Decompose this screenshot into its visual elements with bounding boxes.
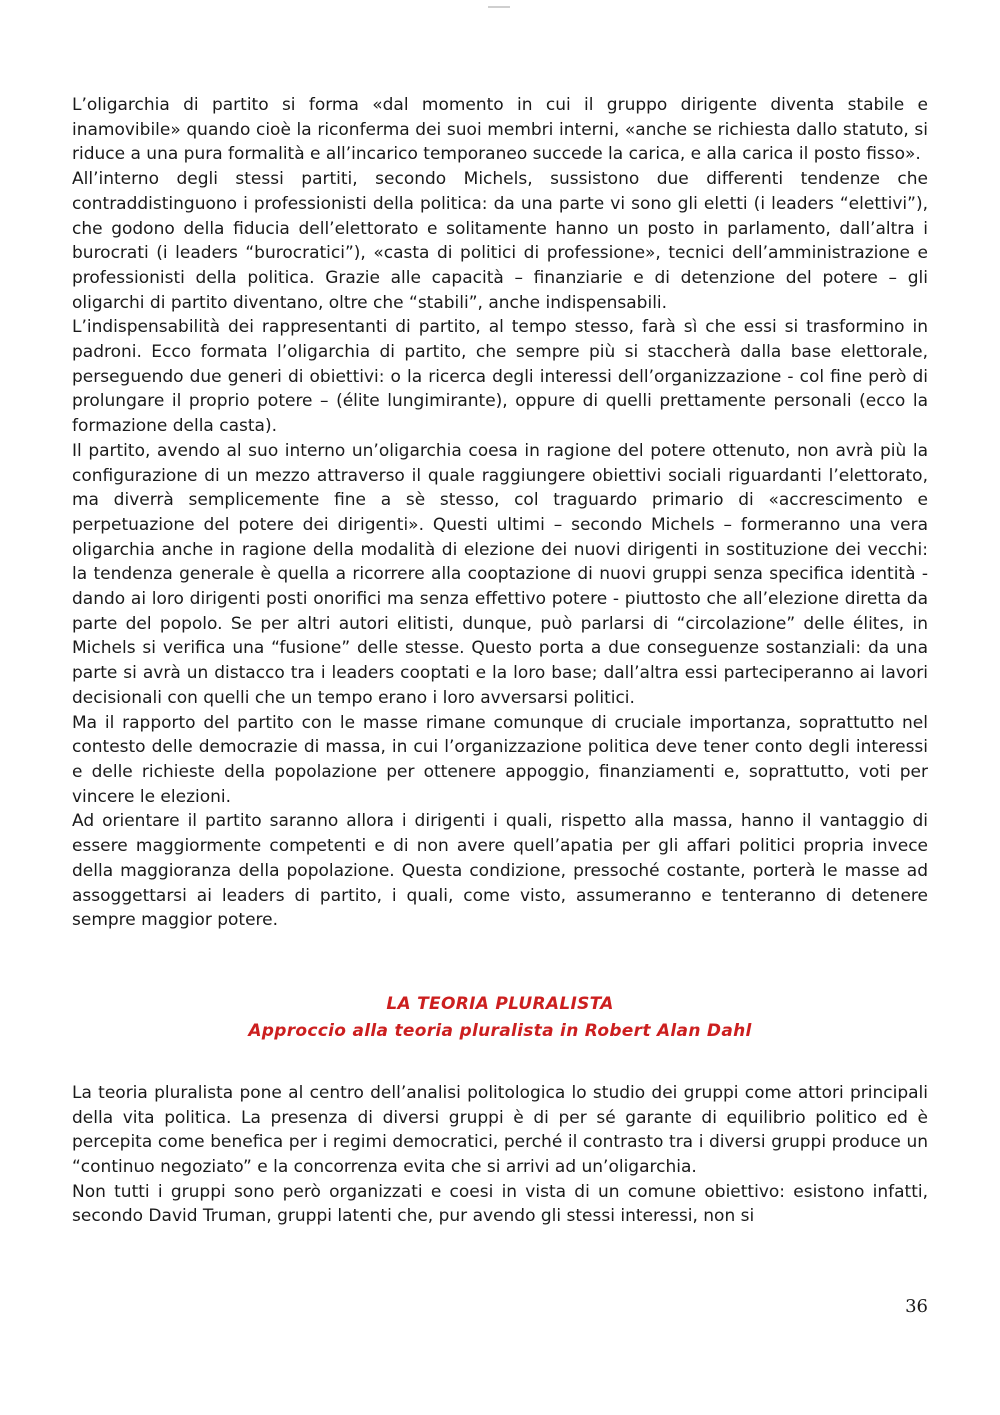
body-text-part-2 bbox=[72, 1081, 928, 1229]
paragraph: L’oligarchia di partito si forma «dal momento in cui il gruppo dirigente diventa stabile e inamovibile» quando cioè la riconferma dei suoi membri interni, «anche se richiesta dallo statuto, si riduce a una pura formalità e all’incarico temporaneo succede la carica, e alla carica il posto fisso». bbox=[72, 95, 928, 165]
paragraph: Il partito, avendo al suo interno un’oligarchia coesa in ragione del potere ottenuto, non avrà più la configurazione di un mezzo attraverso il quale raggiungere obiettivi sociali riguardanti l’elettorato, ma diverrà semplicemente fine a sè stesso, col traguardo primario di «accrescimento e perpetuazione del potere dei dirigenti». Questi ultimi – secondo Michels – formeranno una vera oligarchia anche in ragione della modalità di elezione dei nuovi dirigenti in sostituzione dei vecchi: la tendenza generale è quella a ricorrere alla cooptazione di nuovi gruppi senza specifica identità - dando ai loro dirigenti posti onorifici ma senza effettivo potere - piuttosto che all’elezione diretta da parte del popolo. Se per altri autori elitisti, dunque, può parlarsi di “circolazione” delle élites, in Michels si verifica una “fusione” delle stesse. Questo porta a due conseguenze sostanziali: da una parte si avrà un distacco tra i leaders cooptati e la loro base; dall’altra essi parteciperanno ai lavori decisionali con quelli che un tempo erano i loro avversarsi politici. bbox=[72, 440, 928, 708]
header-mark bbox=[488, 6, 510, 8]
paragraph: Non tutti i gruppi sono però organizzati e coesi in vista di un comune obiettivo: esistono infatti, secondo David Truman, gruppi latenti che, pur avendo gli stessi interessi, non si bbox=[72, 1181, 928, 1227]
section-heading bbox=[72, 991, 928, 1045]
body-text-part-1 bbox=[72, 93, 928, 933]
paragraph: L’indispensabilità dei rappresentanti di partito, al tempo stesso, farà sì che essi si trasformino in padroni. Ecco formata l’oligarchia di partito, che sempre più si staccherà dalla base elettorale, perseguendo due generi di obiettivi: o la ricerca degli interessi dell’organizzazione - col fine però di prolungare il proprio potere – (élite lungimirante), oppure di quelli prettamente personali (ecco la formazione della casta). bbox=[72, 317, 928, 437]
section-title: LA TEORIA PLURALISTA bbox=[386, 993, 614, 1014]
paragraph: All’interno degli stessi partiti, secondo Michels, sussistono due differenti tendenze che contraddistinguono i professionisti della politica: da una parte vi sono gli eletti (i leaders “elettivi”), che godono della fiducia dell’elettorato e solitamente hanno un posto in parlamento, dall’altra i burocrati (i leaders “burocratici”), «casta di politici di professione», tecnici dell’amministrazione e professionisti della politica. Grazie alle capacità – finanziarie e di detenzione del potere – gli oligarchi di partito diventano, oltre che “stabili”, anche indispensabili. bbox=[72, 169, 928, 313]
paragraph: La teoria pluralista pone al centro dell’analisi politologica lo studio dei gruppi come attori principali della vita politica. La presenza di diversi gruppi è di per sé garante di equilibrio politico ed è percepita come benefica per i regimi democratici, perché il contrasto tra i diversi gruppi produce un “continuo negoziato” e la concorrenza evita che si arrivi ad un’oligarchia. bbox=[72, 1082, 928, 1178]
paragraph: Ad orientare il partito saranno allora i dirigenti i quali, rispetto alla massa, hanno il vantaggio di essere maggiormente competenti e di non avere quell’apatia per gli affari politici propria invece della maggioranza della popolazione. Questa condizione, pressoché costante, porterà le masse ad assoggettarsi ai leaders di partito, i quali, come visto, assumeranno e tenteranno di detenere sempre maggior potere. bbox=[72, 811, 928, 931]
document-page bbox=[72, 93, 928, 1229]
section-subtitle: Approccio alla teoria pluralista in Robert Alan Dahl bbox=[248, 1020, 752, 1041]
paragraph: Ma il rapporto del partito con le masse rimane comunque di cruciale importanza, soprattutto nel contesto delle democrazie di massa, in cui l’organizzazione politica deve tener conto degli interessi e delle richieste della popolazione per ottenere appoggio, finanziamenti e, soprattutto, voti per vincere le elezioni. bbox=[72, 712, 928, 807]
page-number: 36 bbox=[905, 1296, 928, 1317]
